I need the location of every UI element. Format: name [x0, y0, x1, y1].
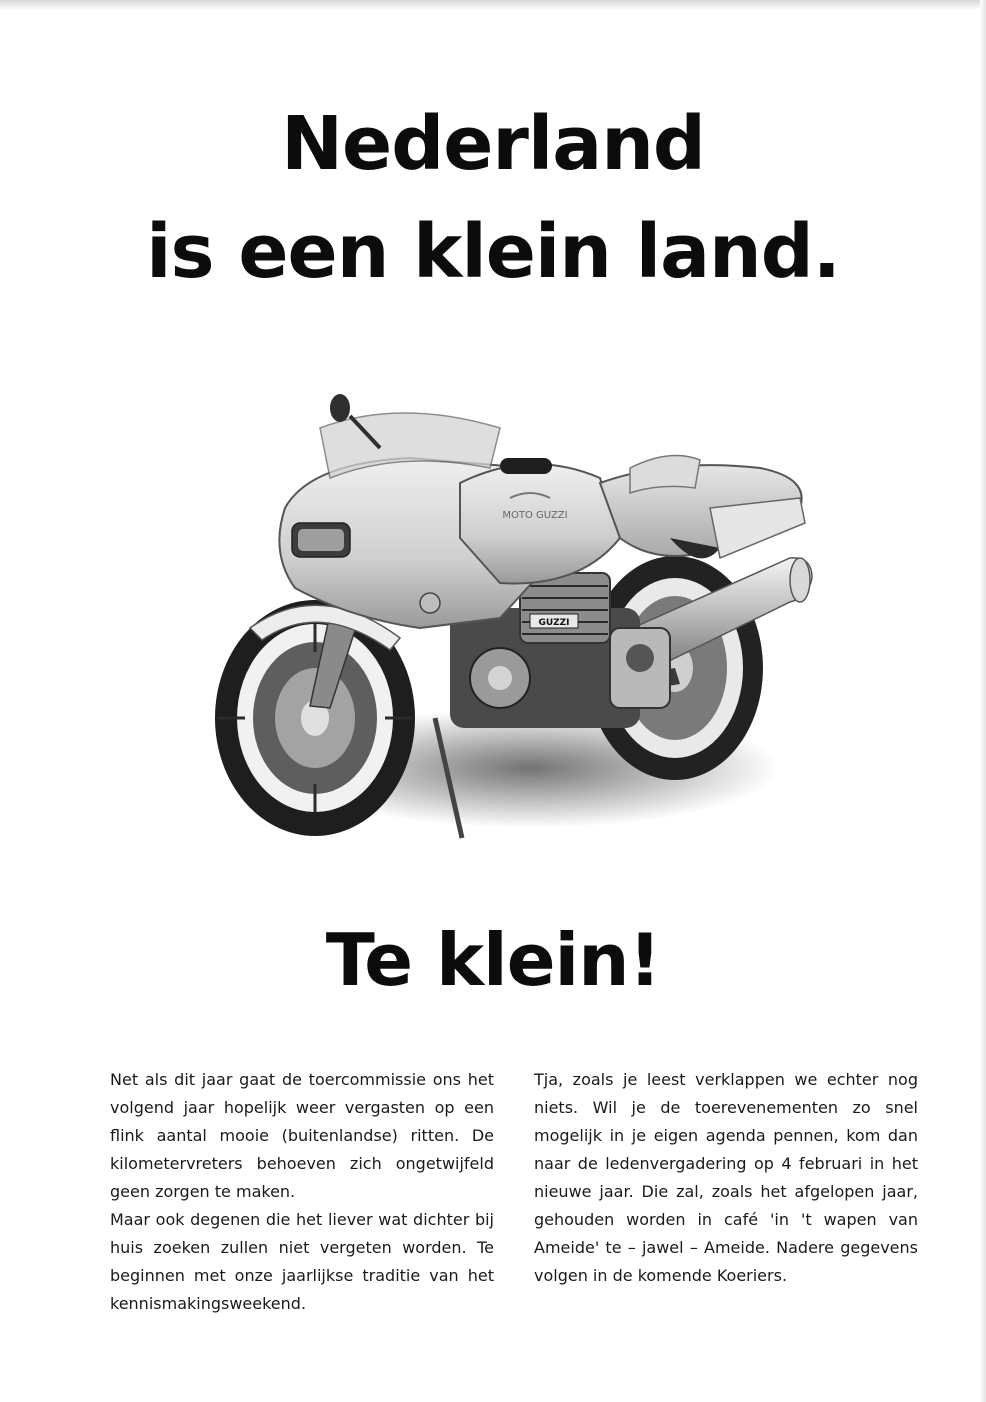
motorcycle-photo: [200, 388, 820, 858]
body-paragraph-3: Tja, zoals je leest verklappen we echter nog niets. Wil je de toerevenementen zo snel mogelijk in je eigen agenda pennen, kom dan naar de ledenvergadering op 4 februari in het nieuwe jaar. Die zal, zoals het afgelopen jaar, gehouden worden in café 'in 't wapen van Ameide' te – jawel – Ameide. Nadere gegevens volgen in de komende Koeriers.: [534, 1070, 918, 1285]
motorcycle-illustration: [200, 388, 820, 858]
body-paragraph-2: Maar ook degenen die het liever wat dichter bij huis zoeken zullen niet vergeten worden. Te beginnen met onze jaarlijkse traditie van het kennismakingsweekend.: [110, 1210, 494, 1313]
scan-top-edge: [0, 0, 986, 10]
body-column-right: [534, 1066, 918, 1290]
headline-line-2: is een klein land.: [146, 209, 840, 295]
handlebar-grip: [500, 458, 552, 474]
svg-text:GUZZI: GUZZI: [538, 618, 570, 628]
tagline: Te klein!: [325, 918, 661, 1002]
tail-section: [710, 498, 805, 558]
headline-line-1: Nederland: [281, 101, 705, 187]
fuel-tank: [460, 464, 620, 583]
body-column-left: [110, 1066, 494, 1318]
svg-text:MOTO GUZZI: MOTO GUZZI: [502, 510, 568, 521]
body-paragraph-1: Net als dit jaar gaat de toercommissie ons het volgend jaar hopelijk weer vergasten op een flink aantal mooie (buitenlandse) ritten. De kilometervreters behoeven zich ongetwijfeld geen zorgen te maken.: [110, 1070, 494, 1201]
